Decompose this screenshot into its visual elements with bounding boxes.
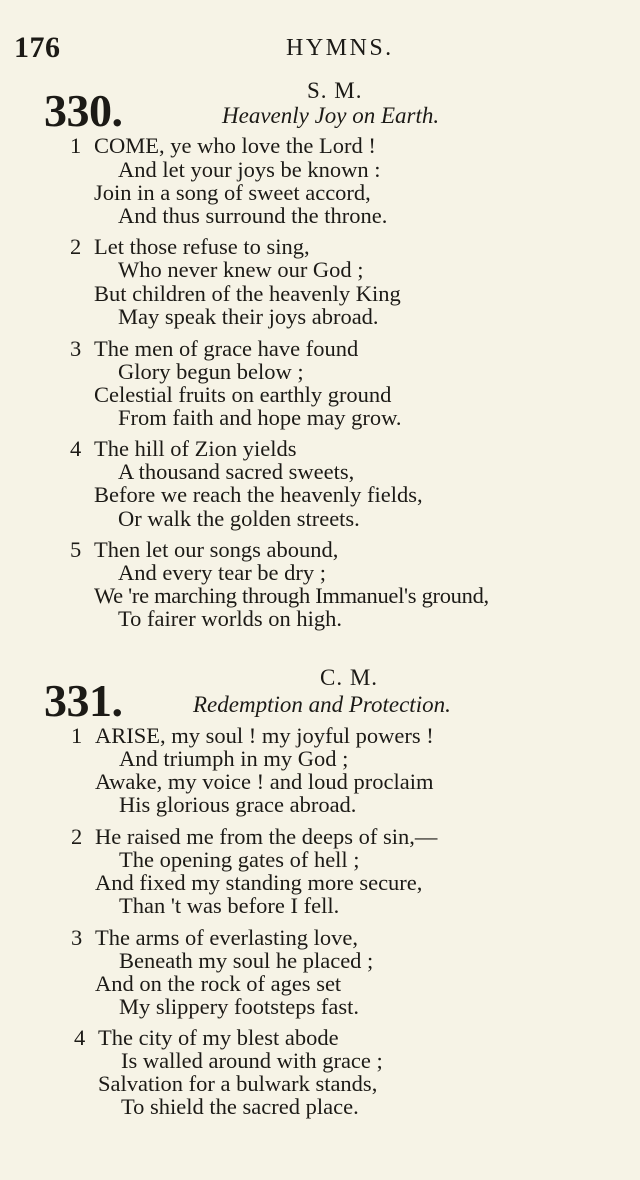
verse-line: To shield the sacred place. (121, 1094, 359, 1119)
verse-line: He raised me from the deeps of sin,— (95, 824, 438, 849)
verse-line: The city of my blest abode (98, 1025, 339, 1050)
verse-number: 4 (74, 1025, 86, 1050)
verse-line: Celestial fruits on earthly ground (94, 382, 392, 407)
running-head: HYMNS. (286, 35, 394, 61)
verse-line: Then let our songs abound, (94, 537, 339, 562)
verse-line: Who never knew our God ; (118, 257, 364, 282)
hymn-title: Heavenly Joy on Earth. (222, 103, 440, 128)
verse-line: His glorious grace abroad. (119, 792, 357, 817)
verse-line: Or walk the golden streets. (118, 506, 360, 531)
verse-line: COME, ye who love the Lord ! (94, 133, 376, 158)
verse-number: 1 (71, 723, 83, 748)
verse-line: A thousand sacred sweets, (118, 459, 355, 484)
verse-line: Salvation for a bulwark stands, (98, 1071, 378, 1096)
verse-line: Than 't was before I fell. (119, 893, 340, 918)
verse-line: Beneath my soul he placed ; (119, 948, 374, 973)
verse-number: 3 (70, 336, 82, 361)
verse-line: Let those refuse to sing, (94, 234, 310, 259)
verse-line: Glory begun below ; (118, 359, 304, 384)
verse-line: Before we reach the heavenly fields, (94, 482, 423, 507)
verse-number: 5 (70, 537, 82, 562)
verse-line: To fairer worlds on high. (118, 606, 343, 631)
verse-line: Awake, my voice ! and loud proclaim (95, 769, 434, 794)
verse-line: Is walled around with grace ; (121, 1048, 383, 1073)
verse-line: Join in a song of sweet accord, (94, 180, 371, 205)
verse-line: The arms of everlasting love, (95, 925, 359, 950)
verse-line: But children of the heavenly King (94, 281, 401, 306)
hymn-number: 331. (44, 675, 123, 726)
page-header (0, 31, 640, 67)
verse-number: 2 (71, 824, 83, 849)
page-number: 176 (14, 31, 61, 64)
hymn-meter: C. M. (320, 665, 379, 690)
verse-number: 1 (70, 133, 82, 158)
verse-line: ARISE, my soul ! my joyful powers ! (95, 723, 434, 748)
verse-line: From faith and hope may grow. (118, 405, 402, 430)
hymn-number: 330. (44, 85, 123, 136)
verse-number: 3 (71, 925, 83, 950)
verse-line: And let your joys be known : (118, 157, 381, 182)
verse-line: We 're marching through Immanuel's ground, (94, 583, 489, 608)
verse-line: And triumph in my God ; (119, 746, 349, 771)
verse-line: May speak their joys abroad. (118, 304, 379, 329)
verse-line: The men of grace have found (94, 336, 359, 361)
verse-number: 2 (70, 234, 82, 259)
verse-line: And every tear be dry ; (118, 560, 327, 585)
verse-line: The opening gates of hell ; (119, 847, 360, 872)
verse-line: The hill of Zion yields (94, 436, 297, 461)
verse-number: 4 (70, 436, 82, 461)
verse-line: And fixed my standing more secure, (95, 870, 423, 895)
hymn-title: Redemption and Protection. (193, 692, 451, 717)
verse-line: And thus surround the throne. (118, 203, 388, 228)
verse-line: My slippery footsteps fast. (119, 994, 359, 1019)
verse-line: And on the rock of ages set (95, 971, 342, 996)
hymn-meter: S. M. (307, 78, 363, 103)
